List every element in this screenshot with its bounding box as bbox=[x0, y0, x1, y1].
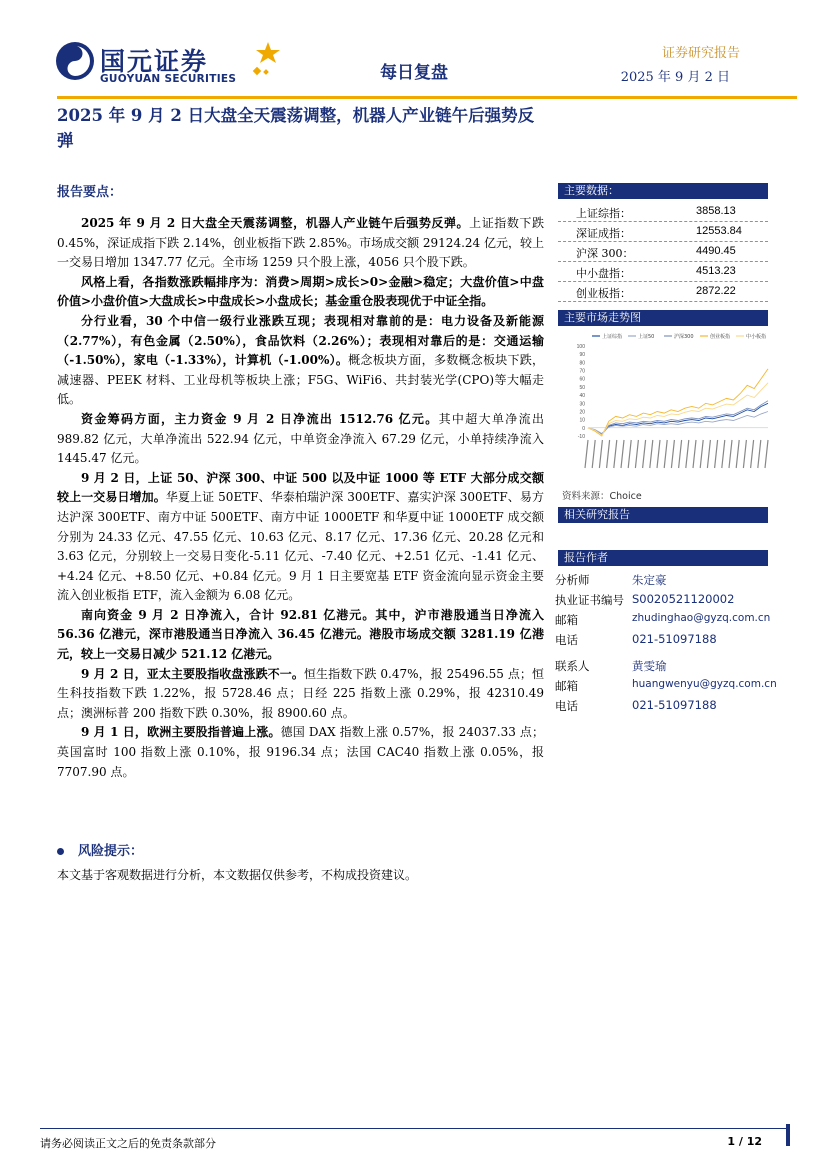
x-tick-mark bbox=[592, 440, 595, 468]
key-data-label: 中小盘指： bbox=[576, 267, 631, 280]
summary-paragraph bbox=[57, 469, 544, 606]
series-line bbox=[588, 383, 768, 435]
x-tick-mark bbox=[736, 440, 739, 468]
x-tick-mark bbox=[650, 440, 653, 468]
tel-label: 电话 bbox=[555, 633, 578, 647]
trend-chart-heading: 主要市场走势图 bbox=[558, 310, 768, 326]
risk-heading-label: 风险提示： bbox=[78, 844, 144, 859]
x-tick-mark bbox=[743, 440, 746, 468]
y-tick-label: 60 bbox=[579, 376, 585, 383]
key-data-label: 深证成指： bbox=[576, 227, 631, 240]
analyst-tel: 021-51097188 bbox=[632, 632, 717, 646]
y-tick-label: 20 bbox=[579, 409, 585, 416]
analyst-email-link[interactable]: zhudinghao@gyzq.com.cn bbox=[632, 612, 771, 624]
paragraph-text: 德国 DAX 指数上涨 0.57%，报 24037.33 点；英国富时 100 指数上涨 0.10%，报 9196.34 点；法国 CAC40 指数上涨 0.05%，报 7707.90 点。 bbox=[57, 725, 544, 779]
y-tick-label: 0 bbox=[582, 425, 585, 432]
y-tick-label: 100 bbox=[576, 344, 585, 350]
legend-label: 上证50 bbox=[638, 334, 655, 340]
key-data-value: 4490.45 bbox=[696, 245, 736, 257]
footer-disclaimer: 请务必阅读正文之后的免责条款部分 bbox=[40, 1137, 216, 1150]
key-data-value: 12553.84 bbox=[696, 225, 742, 237]
contact-name: 黄雯瑜 bbox=[632, 659, 667, 673]
x-tick-mark bbox=[715, 440, 718, 468]
summary-paragraph bbox=[57, 214, 544, 273]
x-tick-mark bbox=[614, 440, 617, 468]
summary-paragraph bbox=[57, 665, 544, 724]
x-tick-mark bbox=[729, 440, 732, 468]
cert-label: 执业证书编号 bbox=[555, 593, 624, 607]
gold-star-icon bbox=[250, 42, 282, 82]
bullet-icon bbox=[57, 848, 64, 855]
key-data-heading: 主要数据： bbox=[558, 183, 768, 199]
contact-email-link[interactable]: huangwenyu@gyzq.com.cn bbox=[632, 678, 777, 690]
doc-category: 证券研究报告 bbox=[661, 46, 740, 61]
key-data-row bbox=[558, 242, 768, 262]
key-data-value: 3858.13 bbox=[696, 205, 736, 217]
summary-paragraph bbox=[57, 606, 544, 665]
key-data-row bbox=[558, 222, 768, 242]
paragraph-lead: 2025 年 9 月 2 日大盘全天震荡调整，机器人产业链午后强势反弹。 bbox=[81, 216, 470, 230]
summary-paragraph bbox=[57, 273, 544, 312]
author-heading: 报告作者 bbox=[558, 550, 768, 566]
paragraph-lead: 9 月 2 日，亚太主要股指收盘涨跌不一。 bbox=[81, 666, 304, 681]
x-tick-mark bbox=[607, 440, 610, 468]
key-data-row bbox=[558, 202, 768, 222]
paragraph-lead: 9 月 2 日，上证 50、沪深 300、中证 500 以及中证 1000 等 ETF 大部分成交额较上一交易日增加。 bbox=[57, 470, 544, 505]
key-data-row bbox=[558, 282, 768, 302]
y-tick-label: 70 bbox=[579, 368, 585, 375]
paragraph-lead: 风格上看，各指数涨跌幅排序为：消费>周期>成长>0>金融>稳定；大盘价值>中盘价值>小盘价值>大盘成长>中盘成长>小盘成长；基金重仓股表现优于中证全指。 bbox=[57, 274, 544, 309]
guoyuan-logo-icon bbox=[54, 40, 96, 82]
x-tick-mark bbox=[700, 440, 703, 468]
report-type: 每日复盘 bbox=[380, 63, 448, 83]
market-trend-svg bbox=[568, 328, 773, 482]
legend-label: 沪深300 bbox=[674, 334, 694, 340]
logo-chinese-name: 国元证券 bbox=[100, 47, 209, 76]
related-reports-heading: 相关研究报告 bbox=[558, 507, 768, 523]
x-tick-mark bbox=[693, 440, 696, 468]
cert-number: S0020521120002 bbox=[632, 592, 735, 606]
series-line bbox=[588, 403, 768, 434]
legend-label: 中小板指 bbox=[746, 334, 767, 340]
paragraph-text: 恒生指数下跌 0.47%，报 25496.55 点；恒生科技指数下跌 1.22%，报 5728.46 点；日经 225 指数上涨 0.29%，报 42310.49 点；澳洲标普 200 指数下跌 0.30%，报 8900.60 点。 bbox=[57, 666, 545, 720]
x-tick-mark bbox=[599, 440, 602, 468]
paragraph-lead: 分行业看，30 个中信一级行业涨跌互现；表现相对靠前的是：电力设备及新能源（2.77%），有色金属（2.50%），食品饮料（2.26%）；表现相对靠后的是：交通运输（-1.50%），家电（-1.33%），计算机（-1.00%）。 bbox=[57, 313, 544, 368]
contact-tel-label: 电话 bbox=[555, 699, 578, 713]
summary-paragraph bbox=[57, 312, 544, 410]
key-data-value: 2872.22 bbox=[696, 285, 736, 297]
paragraph-text: 上证指数下跌 0.45%，深证成指下跌 2.14%，创业板指下跌 2.85%。市场成交额 29124.24 亿元，较上一交易日增加 1347.77 亿元。全市场 1259 只个股上涨，4056 只个股下跌。 bbox=[57, 216, 544, 270]
paragraph-text: 其中超大单净流出 989.82 亿元，大单净流出 522.94 亿元，中单资金净流入 67.29 亿元，小单持续净流入 1445.47 亿元。 bbox=[57, 411, 544, 466]
summary-body bbox=[57, 214, 544, 782]
x-tick-mark bbox=[635, 440, 638, 468]
x-tick-mark bbox=[722, 440, 725, 468]
y-tick-label: 40 bbox=[579, 393, 585, 400]
report-date: 2025 年 9 月 2 日 bbox=[620, 70, 730, 85]
x-tick-mark bbox=[621, 440, 624, 468]
x-tick-mark bbox=[664, 440, 667, 468]
legend-label: 创业板指 bbox=[710, 334, 731, 340]
risk-heading bbox=[57, 840, 143, 859]
paragraph-lead: 9 月 1 日，欧洲主要股指普遍上涨。 bbox=[81, 725, 281, 740]
key-data-value: 4513.23 bbox=[696, 265, 736, 277]
paragraph-lead: 南向资金 9 月 2 日净流入，合计 92.81 亿港元。其中，沪市港股通当日净流入 56.36 亿港元，深市港股通当日净流入 36.45 亿港元。港股市场成交额 3281.19 亿港元，较上一交易日减少 521.12 亿港元。 bbox=[57, 607, 544, 662]
summary-paragraph bbox=[57, 410, 544, 469]
x-tick-mark bbox=[643, 440, 646, 468]
analyst-role: 分析师 bbox=[555, 573, 590, 587]
contact-tel: 021-51097188 bbox=[632, 698, 717, 712]
summary-paragraph bbox=[57, 723, 544, 782]
logo-english-name: GUOYUAN SECURITIES bbox=[100, 73, 237, 85]
y-tick-label: 30 bbox=[579, 401, 585, 408]
contact-role: 联系人 bbox=[555, 659, 590, 673]
key-data-row bbox=[558, 262, 768, 282]
x-tick-mark bbox=[585, 440, 588, 468]
analyst-name: 朱定豪 bbox=[632, 573, 667, 587]
market-trend-chart bbox=[568, 328, 773, 482]
y-tick-label: 90 bbox=[579, 352, 585, 359]
header-divider bbox=[57, 96, 797, 99]
footer-divider bbox=[40, 1128, 786, 1129]
key-data-label: 沪深 300： bbox=[576, 247, 634, 260]
company-logo bbox=[54, 40, 284, 90]
chart-source: 资料来源：Choice bbox=[562, 491, 642, 502]
x-tick-mark bbox=[657, 440, 660, 468]
page-number: 1 / 12 bbox=[727, 1135, 762, 1148]
x-tick-mark bbox=[765, 440, 768, 468]
paragraph-lead: 资金筹码方面，主力资金 9 月 2 日净流出 1512.76 亿元。 bbox=[81, 411, 439, 426]
key-data-label: 上证综指： bbox=[576, 207, 631, 220]
x-tick-mark bbox=[628, 440, 631, 468]
footer-accent-bar bbox=[786, 1124, 790, 1146]
paragraph-text: 概念板块方面，多数概念板块下跌，减速器、PEEK 材料、工业母机等板块上涨；F5G、WiFi6、共封装光学(CPO)等大幅走低。 bbox=[57, 353, 544, 407]
y-tick-label: 10 bbox=[579, 417, 585, 424]
page-title: 2025 年 9 月 2 日大盘全天震荡调整，机器人产业链午后强势反弹 bbox=[57, 106, 535, 150]
risk-text: 本文基于客观数据进行分析，本文数据仅供参考，不构成投资建议。 bbox=[57, 868, 418, 882]
y-tick-label: -10 bbox=[577, 434, 585, 440]
summary-heading: 报告要点： bbox=[57, 185, 123, 200]
key-data-label: 创业板指： bbox=[576, 287, 631, 300]
x-tick-mark bbox=[671, 440, 674, 468]
legend-label: 上证综指 bbox=[602, 334, 623, 340]
x-tick-mark bbox=[707, 440, 710, 468]
contact-mail-label: 邮箱 bbox=[555, 679, 578, 693]
y-tick-label: 80 bbox=[579, 360, 585, 367]
x-tick-mark bbox=[758, 440, 761, 468]
x-tick-mark bbox=[686, 440, 689, 468]
x-tick-mark bbox=[679, 440, 682, 468]
y-tick-label: 50 bbox=[579, 384, 585, 391]
x-tick-mark bbox=[751, 440, 754, 468]
mail-label: 邮箱 bbox=[555, 613, 578, 627]
paragraph-text: 华夏上证 50ETF、华泰柏瑞沪深 300ETF、嘉实沪深 300ETF、易方达沪深 300ETF、南方中证 500ETF、南方中证 1000ETF 和华夏中证 1000ETF 成交额分别为 24.33 亿元、47.55 亿元、10.63 亿元、8.17 亿元、17.36 亿元、20.28 亿元和 3.63 亿元，分别较上一交易日变化-5.11 亿元、-7.40 亿元、+2.51 亿元、-1.41 亿元、+4.24 亿元、+8.50 亿元、+0.84 亿元。9 月 1 日主要宽基 ETF 资金流向显示资金主要流入创业板指 ETF，流入金额为 6.08 亿元。 bbox=[57, 490, 544, 603]
